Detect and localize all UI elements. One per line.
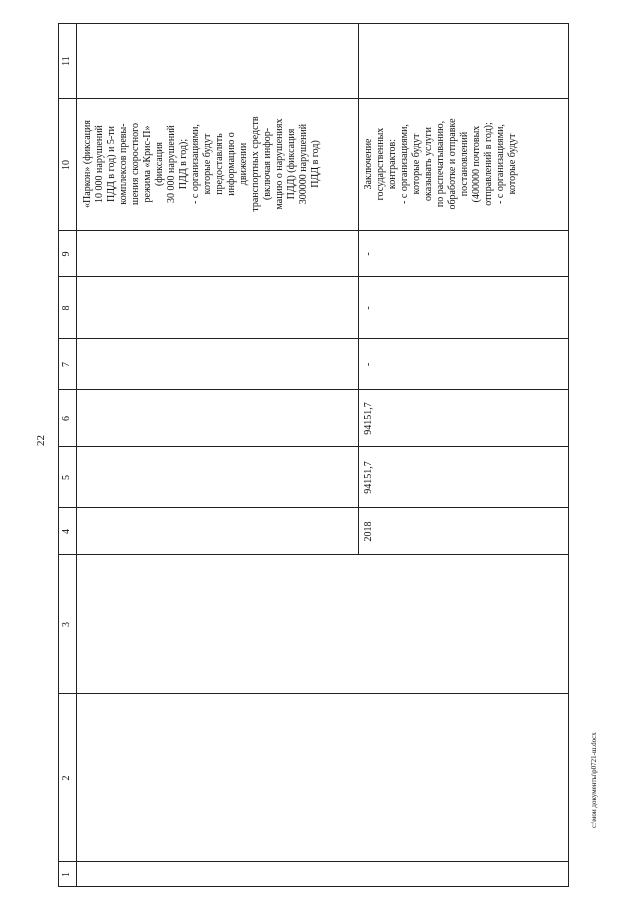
table-border-left	[58, 886, 569, 887]
row2-col9-value: -	[363, 252, 374, 256]
col-line	[58, 276, 569, 277]
header-col-1: 1	[61, 872, 72, 877]
col-line	[58, 693, 569, 694]
header-col-8: 8	[61, 305, 72, 311]
page-number: 22	[35, 435, 47, 446]
header-col-4: 4	[61, 529, 72, 534]
rotated-table	[58, 23, 569, 887]
col-line	[58, 230, 569, 231]
row-separator	[358, 23, 359, 555]
header-col-11: 11	[61, 56, 72, 66]
col-line	[58, 446, 569, 447]
header-col-10: 10	[61, 160, 72, 170]
header-col-3: 3	[61, 622, 72, 627]
col-line	[58, 507, 569, 508]
header-col-5: 5	[61, 475, 72, 480]
header-row-line	[76, 23, 77, 887]
col-line	[58, 861, 569, 862]
table-border-right	[58, 23, 569, 24]
row2-col5-value: 94151,7	[363, 461, 374, 494]
row2-col10-text: Заключение государственных контрактов: - с организациями, которые будут оказывать услуги по распечатыванию, обработке и отправке постановлений (400000 почтовых отправлений в год); - с организациями, которые будут	[363, 118, 518, 210]
row2-col7-value: -	[363, 362, 374, 367]
row2-col4-year: 2018	[363, 521, 374, 542]
header-col-9: 9	[61, 251, 72, 257]
table-border-bottom	[568, 23, 569, 887]
header-col-2: 2	[61, 775, 72, 781]
col-line	[58, 554, 569, 555]
header-col-6: 6	[61, 416, 72, 421]
header-col-7: 7	[61, 362, 72, 367]
table-border-top	[58, 23, 59, 887]
row1-col10-text: «Паркон» (фиксация 10 000 нарушений ПДД в год) и 5-ти комплексов превы- шения скоростного режима «Крис-П» (фиксация 30 000 нарушений ПДД в год); - с организациями, которые будут предоставлять информацию о движении транспортных средств (включая инфор- мацию о нарушениях ПДД) (фиксация 300000 нарушений ПДД в год)	[82, 116, 321, 212]
col-line	[58, 338, 569, 339]
col-line	[58, 389, 569, 390]
row2-col8-value: -	[363, 306, 374, 310]
file-path-footer: с:\мои документы\р0721-ш.docx	[590, 732, 598, 828]
row2-col6-value: 94151,7	[363, 402, 374, 435]
